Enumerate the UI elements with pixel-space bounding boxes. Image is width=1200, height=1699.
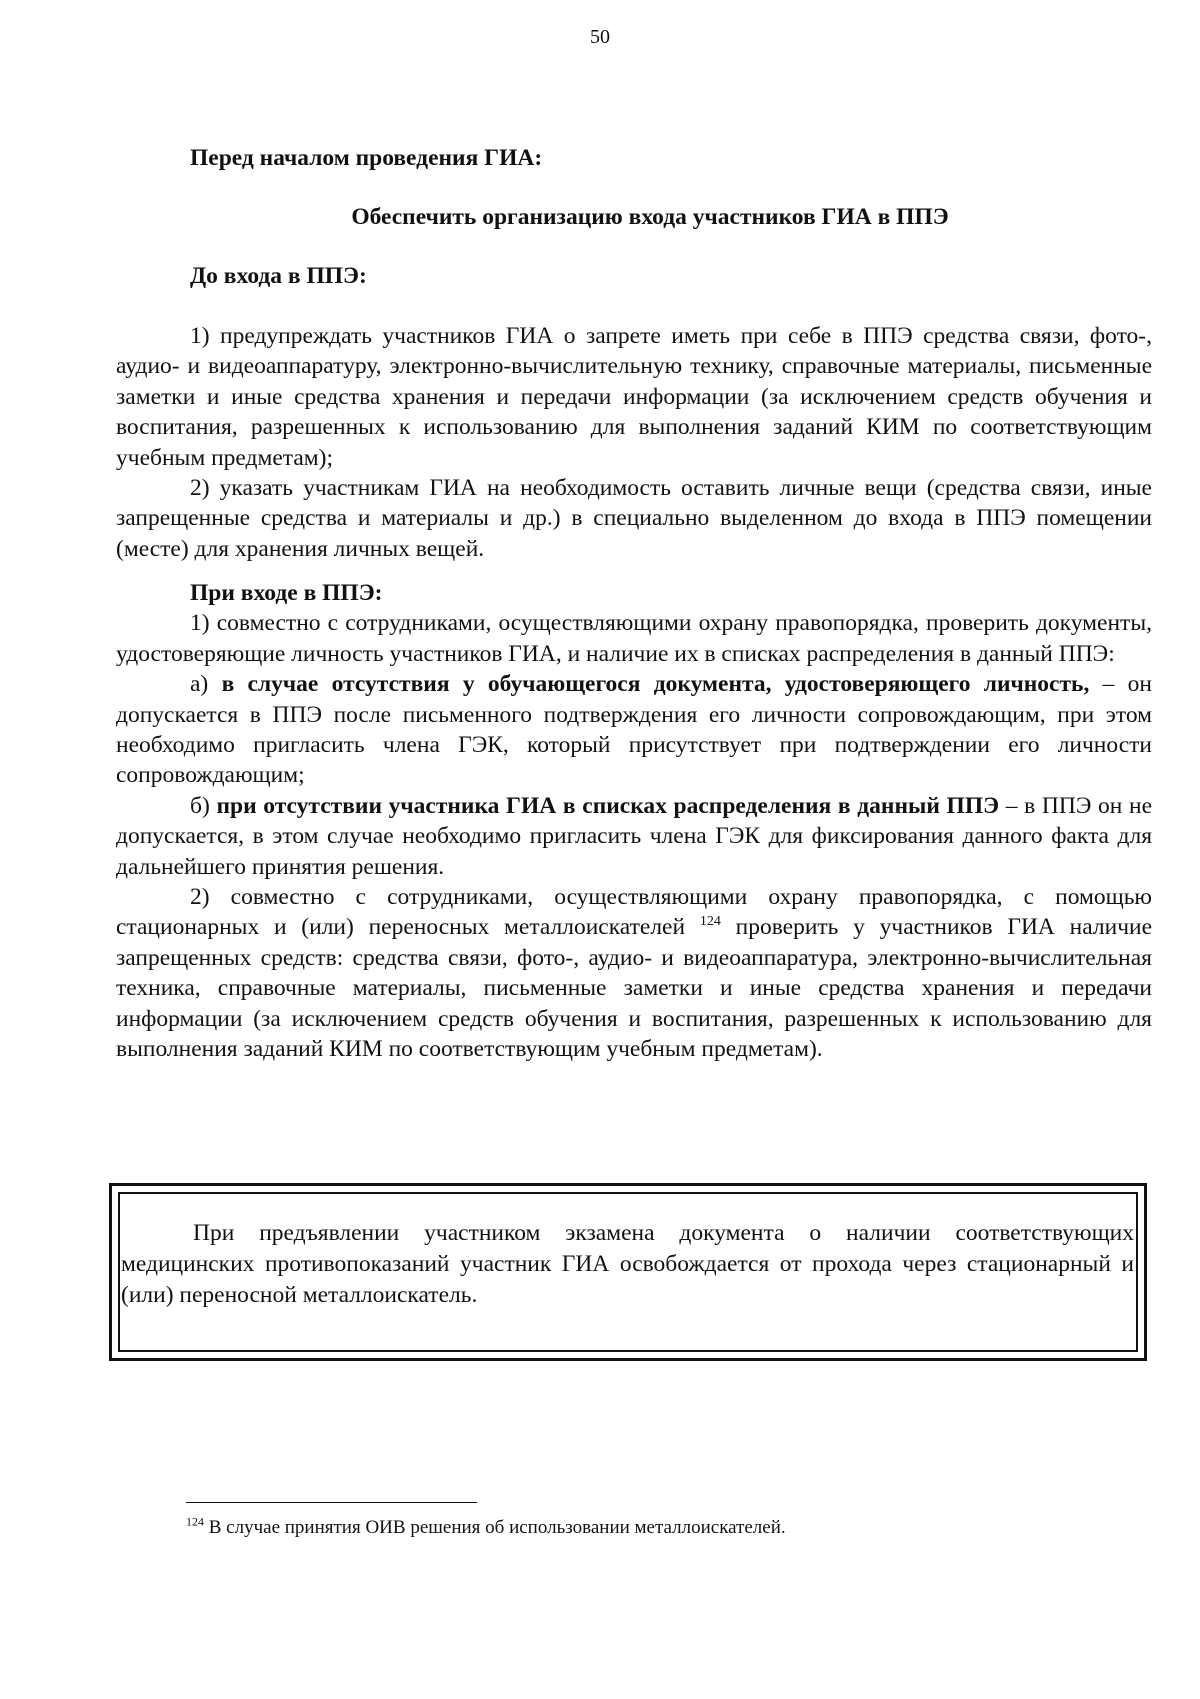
before-entry-section [116, 261, 1152, 291]
item-b-prefix: б) [190, 792, 217, 819]
item-a-rest: – он допускается в ППЭ после письменного подтверждения его личности сопровождающим, при этом необходимо пригласить члена ГЭК, который присутствует при подтверждении его личности сопровождающим; [116, 671, 1153, 789]
at-entry-item-b [116, 791, 1152, 882]
item-a-prefix: а) [190, 671, 222, 698]
item-2-part1: 2) совместно с сотрудниками, осуществляющими охрану правопорядка, с помощью стационарных и (или) переносных металлоискателей [116, 884, 1152, 941]
page-number: 50 [590, 26, 610, 48]
at-entry-item-2 [116, 882, 1152, 1064]
footnote-number: 124 [186, 1514, 204, 1529]
at-entry-item-1: 1) совместно с сотрудниками, осуществляющими охрану правопорядка, проверить документы, удостоверяющие личность участников ГИА, и наличие их в списках распределения в данный ППЭ: [116, 610, 1152, 667]
heading-before-gia: Перед началом проведения ГИА: [190, 145, 543, 171]
footnote-text: В случае принятия ОИВ решения об использовании металлоискателей. [204, 1517, 786, 1538]
before-entry-item-1: 1) предупреждать участников ГИА о запрете иметь при себе в ППЭ средства связи, фото-, аудио- и видеоаппаратуру, электронно-вычислительную технику, справочные материалы, письменные заметки и иные средства хранения и передачи информации (за исключением средств обучения и воспитания, разрешенных к использованию для выполнения заданий КИМ по соответствующим учебным предметам); [116, 323, 1152, 471]
notice-box [109, 1183, 1147, 1361]
main-heading-block [116, 143, 1152, 173]
item-b-bold: при отсутствии участника ГИА в списках распределения в данный ППЭ [216, 792, 1000, 819]
section-title-at-entry: При входе в ППЭ: [190, 580, 383, 606]
section-title-before-entry: До входа в ППЭ: [190, 263, 367, 289]
before-entry-items [116, 321, 1152, 564]
footnote [186, 1516, 786, 1540]
item-b-rest: – в ППЭ он не допускается, в этом случае необходимо пригласить члена ГЭК для фиксирования данного факта для дальнейшего принятия решения. [116, 792, 1152, 880]
at-entry-item-a [116, 669, 1152, 791]
before-entry-item-2: 2) указать участникам ГИА на необходимость оставить личные вещи (средства связи, иные запрещенные средства и материалы и др.) в специально выделенном до входа в ППЭ помещении (месте) для хранения личных вещей. [116, 475, 1152, 562]
at-entry-section [116, 578, 1152, 1065]
heading-entry-organization: Обеспечить организацию входа участников ГИА в ППЭ [351, 204, 949, 230]
footnote-separator [186, 1502, 477, 1503]
notice-box-text: При предъявлении участником экзамена документа о наличии соответствующих медицинских противопоказаний участник ГИА освобождается от прохода через стационарный и (или) переносной металлоискатель. [121, 1220, 1134, 1308]
item-2-part2: проверить у участников ГИА наличие запрещенных средств: средства связи, фото-, аудио- и видеоаппаратура, электронно-вычислительная техника, справочные материалы, письменные заметки и иные средства хранения и передачи информации (за исключением средств обучения и воспитания, разрешенных к использованию для выполнения заданий КИМ по соответствующим учебным предметам). [116, 914, 1153, 1063]
entry-heading-block [116, 202, 1152, 232]
notice-box-inner-frame [118, 1192, 1138, 1352]
item-a-bold: в случае отсутствия у обучающегося документа, удостоверяющего личность, [221, 671, 1090, 698]
footnote-reference[interactable]: 124 [699, 914, 721, 930]
